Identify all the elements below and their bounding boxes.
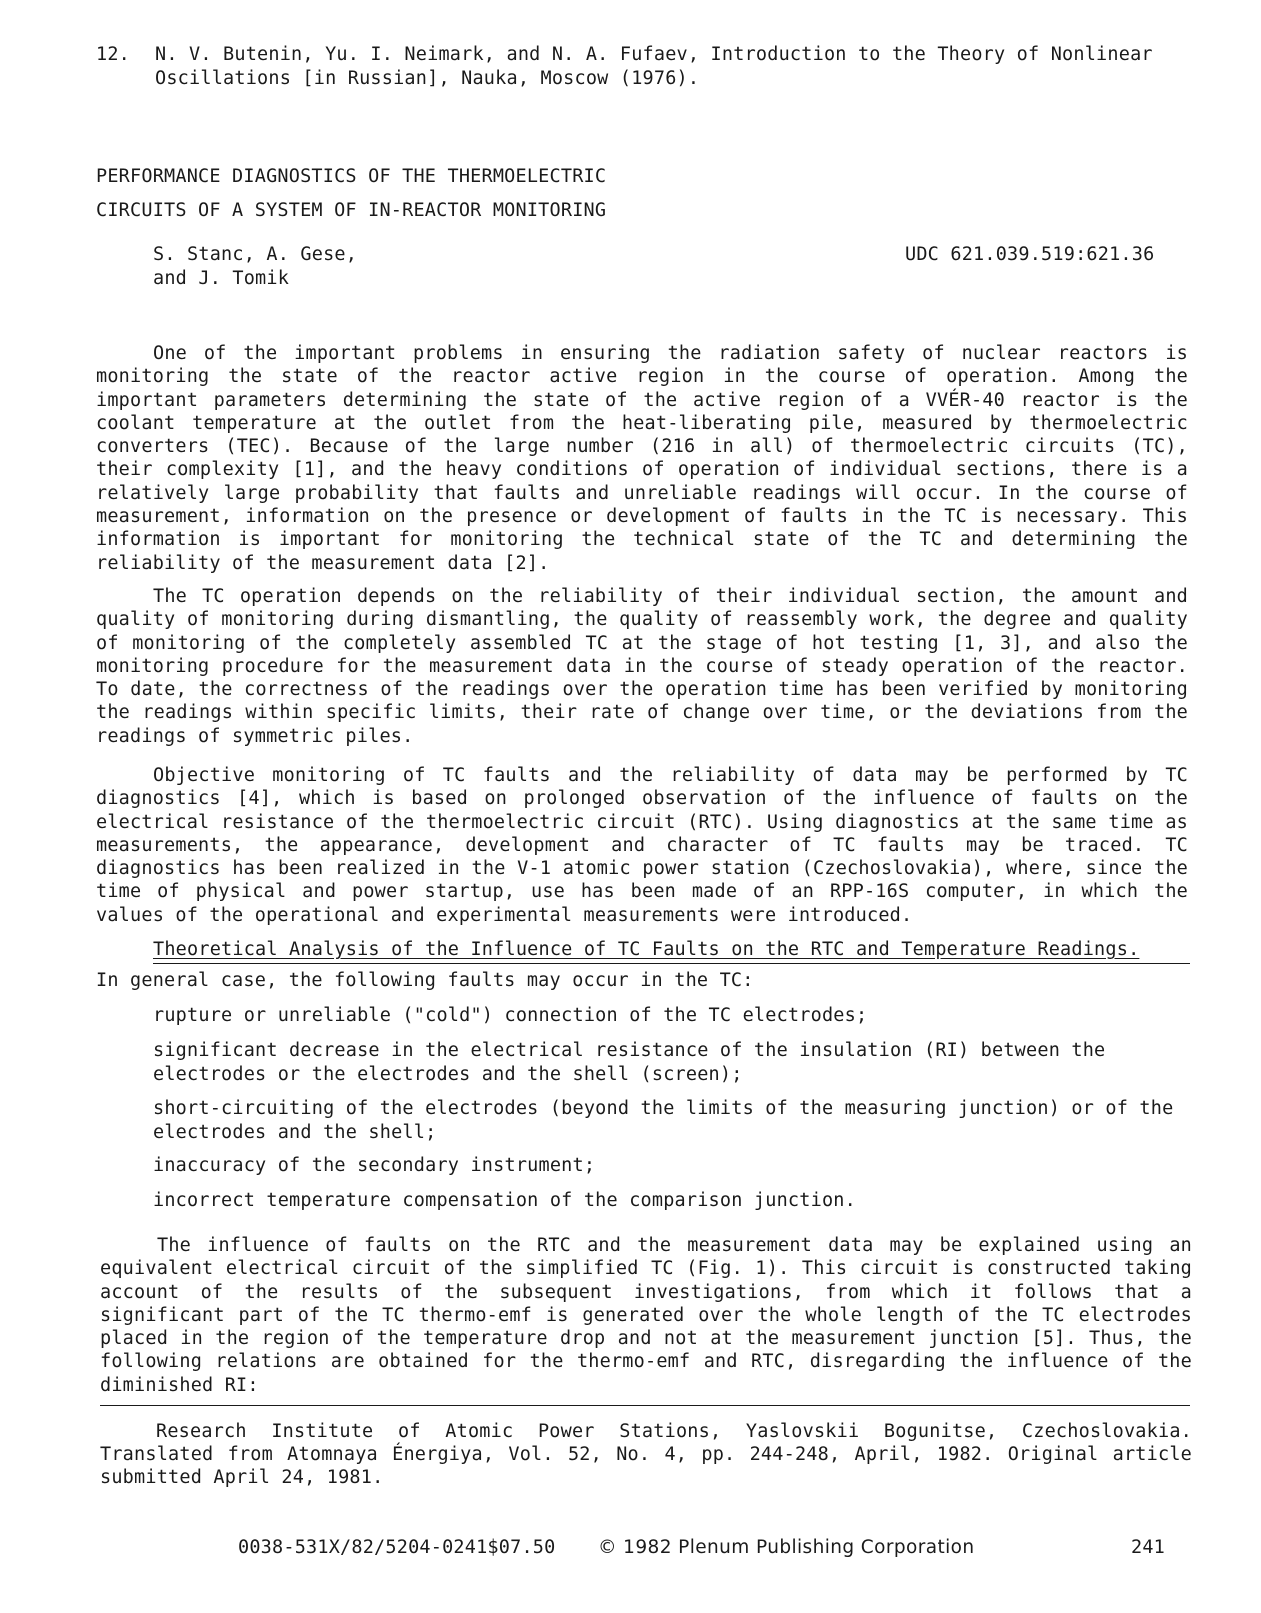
list-item: incorrect temperature compensation of the comparison junction. [153, 1190, 856, 1211]
paragraph-2: The TC operation depends on the reliability of their individual section, the amount and quality of monitoring during dismantling, the quality of reassembly work, the degree and quality of monitoring of the completely assembled TC at the stage of hot testing [1, 3], and also the monitoring procedure for the measurement data in the course of steady operation of the reactor. To date, the correctness of the readings over the operation time has been verified by monitoring the readings within specific limits, their rate of change over time, or the deviations from the readings of symmetric piles. [96, 586, 1188, 747]
list-item: short-circuiting of the electrodes (beyond the limits of the measuring junction) or of the electrodes and the shell; [153, 1098, 1174, 1143]
article-title-line1: PERFORMANCE DIAGNOSTICS OF THE THERMOELECTRIC [96, 166, 607, 187]
reference-text: N. V. Butenin, Yu. I. Neimark, and N. A. Fufaev, Introduction to the Theory of Nonlinear Oscillations [in Russian], Nauka, Moscow (1976). [155, 44, 1153, 89]
page-number: 241 [1131, 1537, 1166, 1558]
reference-entry [96, 43, 1206, 91]
paragraph-3: Objective monitoring of TC faults and the reliability of data may be performed by TC diagnostics [4], which is based on prolonged observation of the influence of faults on the electrical resistance of the thermoelectric circuit (RTC). Using diagnostics at the same time as measurements, the appearance, development and character of TC faults may be traced. TC diagnostics has been realized in the V-1 atomic power station (Czechoslovakia), where, since the time of physical and power startup, use has been made of an RPP-16S computer, in which the values of the operational and experimental measurements were introduced. [96, 765, 1188, 926]
faults-intro: In general case, the following faults may occur in the TC: [96, 970, 754, 991]
article-title-line2: CIRCUITS OF A SYSTEM OF IN-REACTOR MONITORING [96, 200, 607, 221]
footnote: Research Institute of Atomic Power Stations, Yaslovskii Bogunitse, Czechoslovakia. Translated from Atomnaya Énergiya, Vol. 52, No. 4, pp. 244-248, April, 1982. Original article submitted April 24, 1981. [100, 1421, 1192, 1488]
footer-code: 0038-531X/82/5204-0241$07.50 [238, 1537, 556, 1558]
list-item: rupture or unreliable ("cold") connection of the TC electrodes; [153, 1005, 868, 1026]
udc-code: UDC 621.039.519:621.36 [905, 244, 1155, 265]
authors [153, 243, 357, 291]
section-heading-text: Theoretical Analysis of the Influence of TC Faults on the RTC and Temperature Readings. [153, 939, 1140, 960]
section-heading [153, 938, 1190, 964]
authors-line2: and J. Tomik [153, 268, 290, 289]
paragraph-4: The influence of faults on the RTC and the measurement data may be explained using an equivalent electrical circuit of the simplified TC (Fig. 1). This circuit is constructed taking account of the results of the subsequent investigations, from which it follows that a significant part of the TC thermo-emf is generated over the whole length of the TC electrodes placed in the region of the temperature drop and not at the measurement junction [5]. Thus, the following relations are obtained for the thermo-emf and RTC, disregarding the influence of the diminished RI: [100, 1235, 1192, 1396]
list-item: inaccuracy of the secondary instrument; [153, 1155, 596, 1176]
reference-number: 12. [96, 44, 131, 65]
authors-line1: S. Stanc, A. Gese, [153, 244, 358, 265]
list-item: significant decrease in the electrical resistance of the insulation (RI) between the electrodes or the electrodes and the shell (screen); [153, 1040, 1106, 1085]
footer-copyright: © 1982 Plenum Publishing Corporation [598, 1537, 975, 1558]
footnote-divider [100, 1405, 1190, 1406]
paragraph-1: One of the important problems in ensuring the radiation safety of nuclear reactors is monitoring the state of the reactor active region in the course of operation. Among the important parameters determining the state of the active region of a VVÉR-40 reactor is the coolant temperature at the outlet from the heat-liberating pile, measured by thermoelectric converters (TEC). Because of the large number (216 in all) of thermoelectric circuits (TC), their complexity [1], and the heavy conditions of operation of individual sections, there is a relatively large probability that faults and unreliable readings will occur. In the course of measurement, information on the presence or development of faults in the TC is necessary. This information is important for monitoring the technical state of the TC and determining the reliability of the measurement data [2]. [96, 343, 1188, 574]
